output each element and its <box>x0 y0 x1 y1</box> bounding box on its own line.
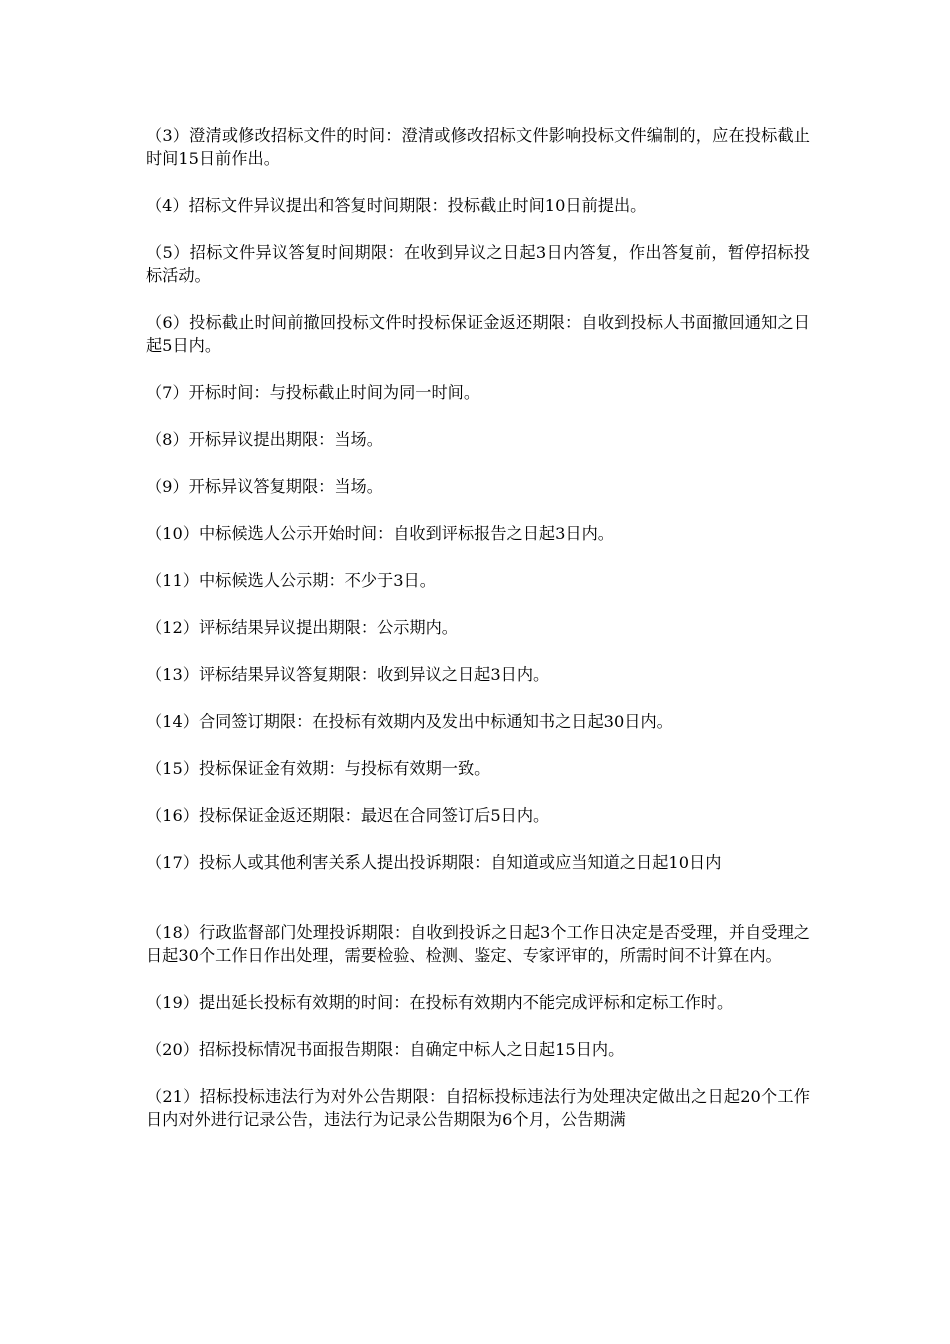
paragraph-9: （9）开标异议答复期限：当场。 <box>146 477 383 496</box>
paragraph-6: （6）投标截止时间前撤回投标文件时投标保证金返还期限：自收到投标人书面撤回通知之日起5日内。 <box>146 313 810 355</box>
paragraph-20: （20）招标投标情况书面报告期限：自确定中标人之日起15日内。 <box>146 1040 625 1059</box>
paragraph-3: （3）澄清或修改招标文件的时间：澄清或修改招标文件影响投标文件编制的，应在投标截止时间15日前作出。 <box>146 126 810 168</box>
paragraph-19: （19）提出延长投标有效期的时间：在投标有效期内不能完成评标和定标工作时。 <box>146 993 734 1012</box>
paragraph-14: （14）合同签订期限：在投标有效期内及发出中标通知书之日起30日内。 <box>146 712 673 731</box>
paragraph-7: （7）开标时间：与投标截止时间为同一时间。 <box>146 383 481 402</box>
paragraph-12: （12）评标结果异议提出期限：公示期内。 <box>146 618 458 637</box>
paragraph-4: （4）招标文件异议提出和答复时间期限：投标截止时间10日前提出。 <box>146 196 647 215</box>
paragraph-17: （17）投标人或其他利害关系人提出投诉期限：自知道或应当知道之日起10日内 <box>146 853 722 872</box>
paragraph-21: （21）招标投标违法行为对外公告期限：自招标投标违法行为处理决定做出之日起20个工作日内对外进行记录公告，违法行为记录公告期限为6个月，公告期满 <box>146 1087 810 1129</box>
paragraph-11: （11）中标候选人公示期：不少于3日。 <box>146 571 436 590</box>
paragraph-15: （15）投标保证金有效期：与投标有效期一致。 <box>146 759 491 778</box>
paragraph-13: （13）评标结果异议答复期限：收到异议之日起3日内。 <box>146 665 550 684</box>
paragraph-16: （16）投标保证金返还期限：最迟在合同签订后5日内。 <box>146 806 550 825</box>
paragraph-10: （10）中标候选人公示开始时间：自收到评标报告之日起3日内。 <box>146 524 614 543</box>
paragraph-8: （8）开标异议提出期限：当场。 <box>146 430 383 449</box>
document-body <box>146 124 810 1155</box>
paragraph-5: （5）招标文件异议答复时间期限：在收到异议之日起3日内答复，作出答复前，暂停招标投标活动。 <box>146 243 810 285</box>
paragraph-18: （18）行政监督部门处理投诉期限：自收到投诉之日起3个工作日决定是否受理，并自受理之日起30个工作日作出处理，需要检验、检测、鉴定、专家评审的，所需时间不计算在内。 <box>146 923 810 965</box>
